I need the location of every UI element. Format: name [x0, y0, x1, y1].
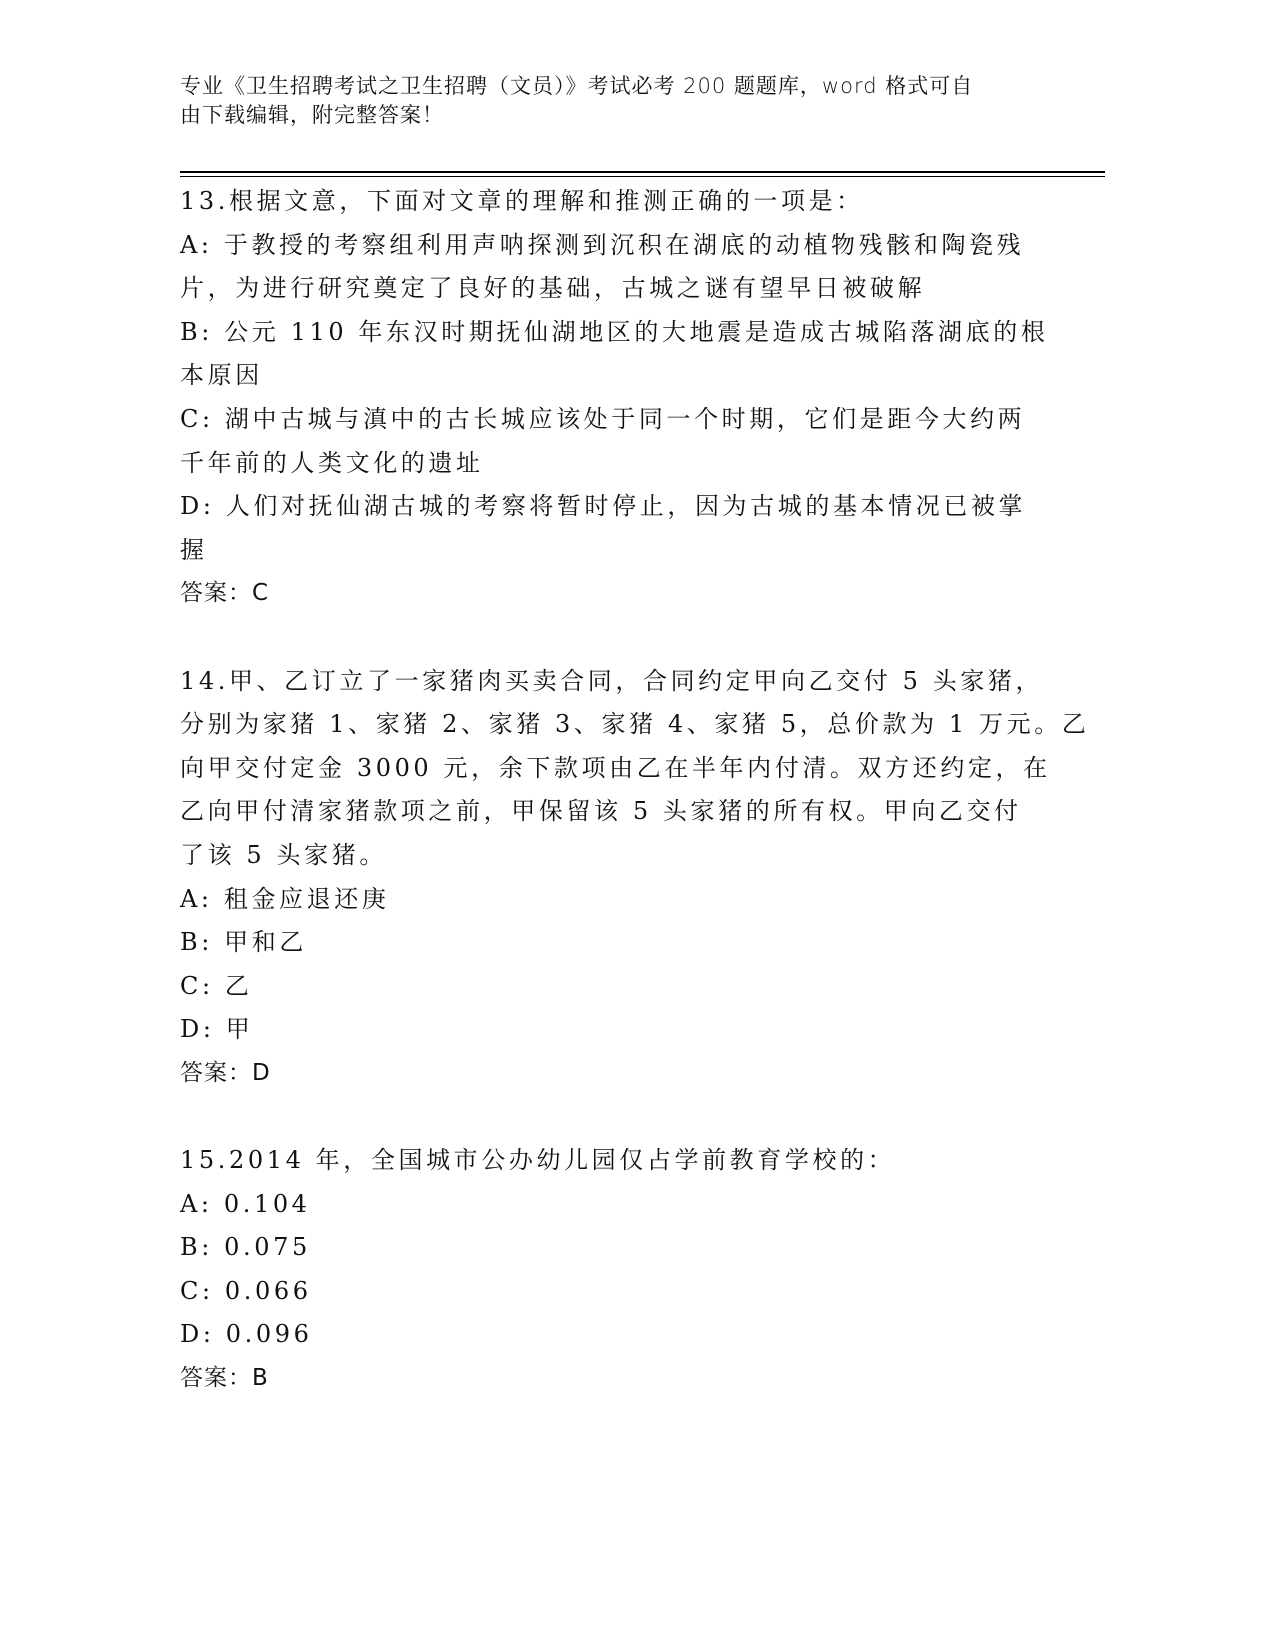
question-stem: 向甲交付定金 3000 元，余下款项由乙在半年内付清。双方还约定，在 [180, 753, 1051, 782]
question-stem: 分别为家猪 1、家猪 2、家猪 3、家猪 4、家猪 5，总价款为 1 万元。乙 [180, 710, 1090, 739]
answer-option: 本原因 [180, 361, 263, 390]
answer-key: 答案：B [180, 1365, 269, 1392]
answer-option: B: 甲和乙 [180, 928, 307, 957]
header-line: 由下载编辑，附完整答案！ [180, 103, 444, 127]
answer-option: 片，为进行研究奠定了良好的基础，古城之谜有望早日被破解 [180, 274, 926, 303]
answer-option: B: 公元 110 年东汉时期抚仙湖地区的大地震是造成古城陷落湖底的根 [180, 317, 1049, 346]
question-stem: 乙向甲付清家猪款项之前，甲保留该 5 头家猪的所有权。甲向乙交付 [180, 797, 1022, 826]
answer-option: 握 [180, 535, 208, 564]
header-divider [180, 171, 1105, 173]
question-list [180, 180, 1090, 1444]
answer-key: 答案：C [180, 580, 270, 607]
question-13 [180, 180, 1060, 616]
question-stem: 了该 5 头家猪。 [180, 840, 387, 869]
answer-option: D: 人们对抚仙湖古城的考察将暂时停止，因为古城的基本情况已被掌 [180, 492, 1027, 521]
question-14 [180, 660, 1090, 1096]
answer-option: A: 0.104 [180, 1189, 311, 1218]
question-15 [180, 1139, 1060, 1401]
question-stem: 13.根据文意，下面对文章的理解和推测正确的一项是： [180, 187, 864, 215]
answer-option: B: 0.075 [180, 1233, 311, 1262]
answer-option: 千年前的人类文化的遗址 [180, 448, 484, 477]
document-header [180, 72, 1040, 130]
answer-option: C: 湖中古城与滇中的古长城应该处于同一个时期，它们是距今大约两 [180, 404, 1026, 433]
answer-option: D: 甲 [180, 1015, 254, 1044]
answer-option: A: 租金应退还庚 [180, 884, 390, 913]
answer-option: C: 0.066 [180, 1276, 312, 1305]
header-divider-thin [180, 176, 1105, 177]
question-stem: 14.甲、乙订立了一家猪肉买卖合同，合同约定甲向乙交付 5 头家猪， [180, 666, 1044, 695]
answer-option: A: 于教授的考察组利用声呐探测到沉积在湖底的动植物残骸和陶瓷残 [180, 230, 1025, 259]
question-stem: 15.2014 年，全国城市公办幼儿园仅占学前教育学校的： [180, 1146, 896, 1175]
answer-option: C: 乙 [180, 971, 253, 1000]
header-line: 专业《卫生招聘考试之卫生招聘（文员）》考试必考 200 题题库，word 格式可自 [180, 74, 974, 98]
answer-option: D: 0.096 [180, 1320, 313, 1349]
answer-key: 答案：D [180, 1059, 271, 1086]
